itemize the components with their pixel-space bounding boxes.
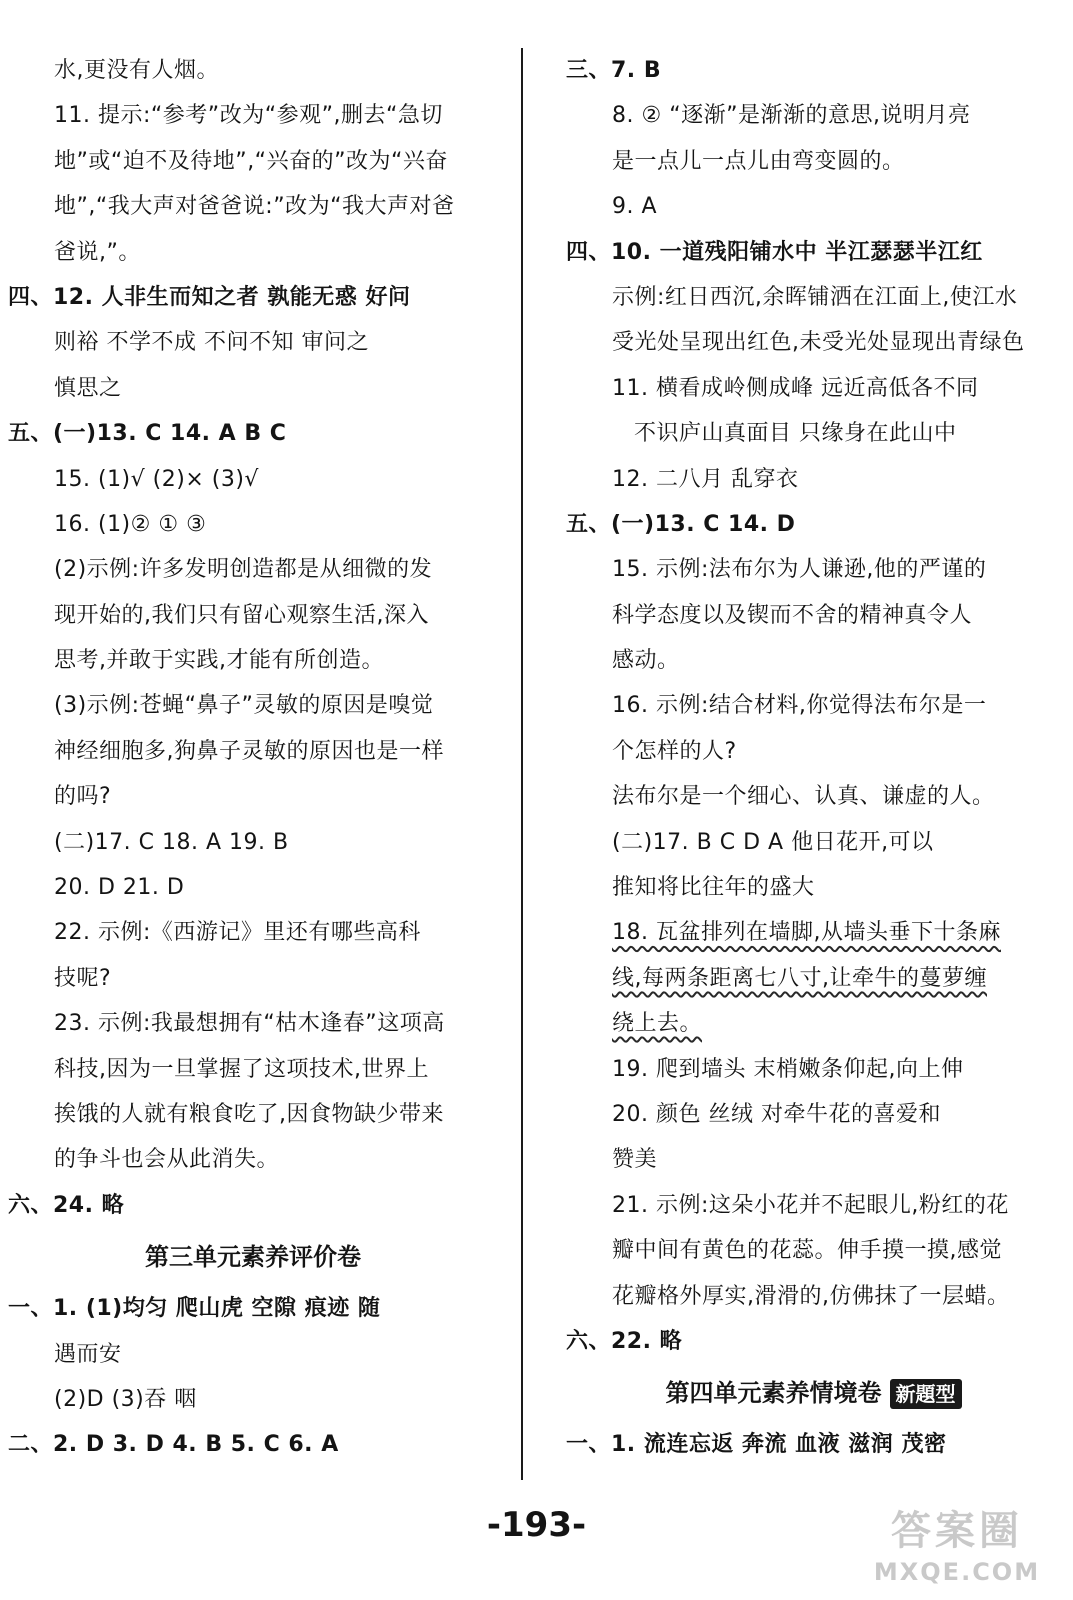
answer-line: 法布尔是一个细心、认真、谦虚的人。	[612, 784, 995, 810]
unit-heading-text: 第四单元素养情境卷	[665, 1379, 882, 1408]
answer-line: 20. 颜色 丝绒 对牵牛花的喜爱和	[612, 1101, 941, 1127]
answer-line: 15. 示例:法布尔为人谦逊,他的严谨的	[612, 557, 987, 583]
answer-line: 的吗?	[54, 784, 112, 810]
answer-line: 瓣中间有黄色的花蕊。伸手摸一摸,感觉	[612, 1238, 1002, 1264]
section-line: 五、(一)13. C 14. D	[566, 511, 796, 537]
watermark-logo	[857, 1505, 1057, 1595]
answer-line: 19. 爬到墙头 末梢嫩条仰起,向上伸	[612, 1056, 964, 1082]
answer-line: 21. 示例:这朵小花并不起眼儿,粉红的花	[612, 1192, 1009, 1218]
answer-line: 现开始的,我们只有留心观察生活,深入	[54, 602, 429, 628]
answer-line: (2)D (3)吞 咽	[54, 1386, 197, 1412]
right-column	[566, 48, 1061, 1468]
answer-line: 8. ② “逐渐”是渐渐的意思,说明月亮	[612, 103, 971, 129]
answer-line: 地”或“迫不及待地”,“兴奋的”改为“兴奋	[54, 148, 448, 174]
answer-line: (二)17. B C D A 他日花开,可以	[612, 829, 934, 855]
answer-line: 个怎样的人?	[612, 738, 737, 764]
answer-line: 赞美	[612, 1147, 658, 1173]
answer-line	[566, 910, 1061, 955]
section-line: 三、7. B	[566, 58, 662, 83]
unit-heading: 第三单元素养评价卷	[145, 1243, 361, 1272]
answer-line: 思考,并敢于实践,才能有所创造。	[54, 648, 384, 674]
column-divider	[521, 48, 523, 1480]
section-line: 四、12. 人非生而知之者 孰能无惑 好问	[8, 284, 411, 310]
answer-line: 11. 横看成岭侧成峰 远近高低各不同	[612, 375, 979, 401]
answer-line: 感动。	[612, 648, 680, 674]
left-column	[8, 48, 498, 1468]
section-line: 六、24. 略	[8, 1192, 125, 1218]
answer-line: 9. A	[612, 194, 658, 220]
wavy-underlined-text: 线,每两条距离七八寸,让牵牛的蔓萝缠	[612, 965, 987, 991]
wavy-underlined-text: 绕上去。	[612, 1011, 703, 1037]
answer-line: 22. 示例:《西游记》里还有哪些高科	[54, 920, 421, 946]
answer-line: 12. 二八月 乱穿衣	[612, 466, 799, 492]
answer-line: 技呢?	[54, 965, 112, 991]
answer-line: 慎思之	[54, 375, 122, 401]
page-number: -193-	[486, 1505, 587, 1545]
answer-line: 神经细胞多,狗鼻子灵敏的原因也是一样	[54, 738, 444, 764]
section-line: 二、2. D 3. D 4. B 5. C 6. A	[8, 1432, 339, 1458]
answer-line: 的争斗也会从此消失。	[54, 1147, 280, 1173]
section-line: 六、22. 略	[566, 1328, 683, 1354]
answer-line: 地”,“我大声对爸爸说:”改为“我大声对爸	[54, 194, 455, 220]
section-line: 一、1. (1)均匀 爬山虎 空隙 痕迹 随	[8, 1296, 381, 1322]
unit-heading	[566, 1364, 1061, 1422]
answer-line: 推知将比往年的盛大	[612, 875, 815, 901]
watermark-url: MXQE.COM	[873, 1558, 1041, 1586]
answer-line: 则裕 不学不成 不问不知 审问之	[54, 330, 369, 356]
answer-line: 16. 示例:结合材料,你觉得法布尔是一	[612, 693, 987, 719]
new-question-type-badge: 新題型	[890, 1379, 962, 1409]
answer-line: 水,更没有人烟。	[54, 58, 219, 83]
answer-line: 挨饿的人就有粮食吃了,因食物缺少带来	[54, 1101, 444, 1127]
answer-line: 是一点儿一点儿由弯变圆的。	[612, 148, 905, 174]
answer-line: (3)示例:苍蝇“鼻子”灵敏的原因是嗅觉	[54, 693, 434, 719]
section-line: 四、10. 一道残阳铺水中 半江瑟瑟半江红	[566, 239, 983, 265]
answer-line: 受光处呈现出红色,未受光处显现出青绿色	[612, 330, 1025, 356]
answer-line: 20. D 21. D	[54, 875, 185, 901]
answer-line: 11. 提示:“参考”改为“参观”,删去“急切	[54, 103, 443, 129]
answer-line: (二)17. C 18. A 19. B	[54, 829, 289, 855]
answer-line: 示例:红日西沉,余晖铺洒在江面上,使江水	[612, 284, 1018, 310]
wavy-underlined-text: 18. 瓦盆排列在墙脚,从墙头垂下十条麻	[612, 920, 1001, 946]
answer-line: 科学态度以及锲而不舍的精神真令人	[612, 602, 973, 628]
answer-line: 不识庐山真面目 只缘身在此山中	[634, 421, 957, 447]
section-line: 一、1. 流连忘返 奔流 血液 滋润 茂密	[566, 1432, 947, 1458]
answer-line: 遇而安	[54, 1341, 122, 1367]
answer-line: 爸说,”。	[54, 239, 141, 265]
watermark-logo-text: 答案圈	[891, 1508, 1023, 1554]
answer-line: 23. 示例:我最想拥有“枯木逢春”这项高	[54, 1011, 445, 1037]
answer-line: 科技,因为一旦掌握了这项技术,世界上	[54, 1056, 429, 1082]
answer-line	[566, 1001, 1061, 1046]
section-line: 五、(一)13. C 14. A B C	[8, 421, 287, 447]
answer-line	[566, 956, 1061, 1001]
answer-line: (2)示例:许多发明创造都是从细微的发	[54, 557, 433, 583]
answer-line: 16. (1)② ① ③	[54, 511, 207, 537]
answer-line: 花瓣格外厚实,滑滑的,仿佛抹了一层蜡。	[612, 1283, 1010, 1309]
answer-line: 15. (1)√ (2)× (3)√	[54, 466, 259, 492]
